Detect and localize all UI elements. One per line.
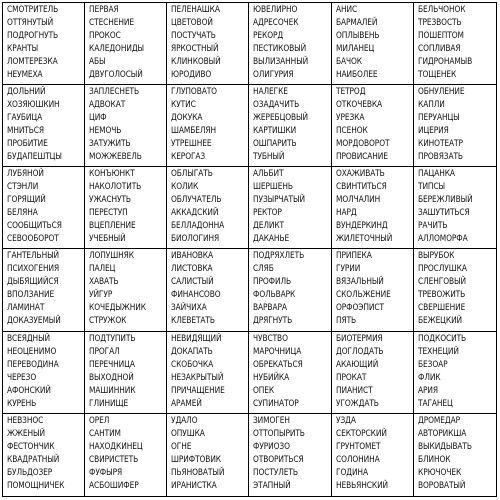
word: ЧУВСТВО — [253, 333, 289, 344]
word: ФУРИОЗО — [253, 441, 291, 452]
word: ТИПСЫ — [417, 182, 445, 193]
grid-cell — [332, 85, 414, 167]
word: РЕКОРД — [253, 31, 284, 41]
word: БЕРЕЖЛИВЫЙ — [417, 195, 473, 206]
word: ФУФЫРЯ — [89, 467, 123, 478]
word: ЗАШУТИТЬСЯ — [417, 208, 470, 219]
grid-cell — [332, 414, 414, 496]
word: ФИНАНСОВО — [171, 290, 221, 301]
word: ВЫРУБОК — [417, 251, 455, 262]
word: АКАЮЩИЙ — [335, 359, 378, 370]
word: ВЫХОДНОЙ — [89, 372, 134, 383]
word: АБЫ — [89, 57, 106, 67]
grid-cell — [249, 85, 331, 167]
word: КУРЕНЬ — [7, 398, 37, 409]
word: БИОТЕРМИЯ — [335, 333, 383, 344]
word: ШАМБЕЛЯН — [171, 126, 217, 137]
word: КАПЛИ — [417, 100, 445, 111]
grid-cell — [167, 3, 249, 85]
word: ТАГАНЕЦ — [417, 398, 453, 409]
word: НЕВИДЯЩИЙ — [171, 333, 222, 344]
word: ЛАМИНАТ — [7, 303, 45, 314]
word: ПЕСТИКОВЫЙ — [253, 44, 307, 54]
word: СВИРИСТЕТЬ — [89, 454, 139, 465]
word: СМОТРИТЕЛЬ — [7, 5, 59, 15]
word: АСБОШИФЕР — [89, 480, 139, 491]
grid-cell — [249, 249, 331, 331]
word: ВПОЛЗАНИЕ — [7, 290, 55, 301]
word: ПИАНИСТ — [335, 385, 373, 396]
grid-cell — [414, 414, 496, 496]
word: ПСЕНОК — [335, 126, 368, 137]
word: СВИНТИТЬСЯ — [335, 182, 387, 193]
word: СЕВООБОРОТ — [7, 234, 59, 245]
word: НЕВЗНОС — [7, 415, 44, 426]
word: ЗАПЛЕСНЕТЬ — [89, 87, 140, 98]
grid-cell — [167, 414, 249, 496]
word: ПРОБИТИЕ — [7, 139, 48, 150]
word: КЛИНКОВЫЙ — [171, 57, 221, 67]
word: ШРИФТОВИК — [171, 454, 222, 465]
word: ДАКАНЬЕ — [253, 234, 290, 245]
word: НАХОДКИНЕЦ — [89, 441, 143, 452]
word: УГОЖДАТЬ — [335, 398, 379, 409]
word: ЗАЙЧИХА — [171, 303, 208, 314]
word: ПЕРЕВОДИНА — [7, 359, 59, 370]
word: ДОКАПАТЬ — [171, 346, 214, 357]
word: ТРЕЗВОСТЬ — [417, 18, 462, 28]
word: ОРЕЛ — [89, 415, 110, 426]
word: ОБНУЛЕНИЕ — [417, 87, 465, 98]
word: УЖАСНУТЬ — [89, 195, 132, 206]
word: БАРМАЛЕЙ — [335, 18, 378, 28]
word: ЖЕРЕБЦОВЫЙ — [253, 113, 309, 124]
word: ПОДКОСИТЬ — [417, 333, 466, 344]
word: БЕЗОАР — [417, 359, 448, 370]
word: ПОШЕПТОМ — [417, 31, 464, 41]
word: ПАЦАНКА — [417, 169, 455, 180]
word: ЖЖЕНЫЙ — [7, 428, 45, 439]
word: БУДАПЕШТЦЫ — [7, 152, 62, 163]
word: МОЛЧАЛИН — [335, 195, 380, 206]
grid-cell — [332, 332, 414, 414]
word: ЗИМОГЕН — [253, 415, 291, 426]
word: ВЦЕПЛЕНИЕ — [89, 221, 136, 232]
grid-cell — [249, 3, 331, 85]
word: МАШИННИК — [89, 385, 136, 396]
word: ИЦЕРИЯ — [417, 126, 449, 137]
word: АРАМЕЙ — [171, 398, 203, 409]
word: СКОЛЬЖЕНИЕ — [335, 290, 391, 301]
word: ПСИХОГЕНИЯ — [7, 264, 60, 275]
word: ОГНЕ — [171, 441, 192, 452]
word: ОЗАДАЧИТЬ — [253, 100, 300, 111]
word: ПРОВЯЗАТЬ — [417, 152, 463, 163]
word: НЕОЦЕНИМО — [7, 346, 57, 357]
word: БЕЛЬЧОНОК — [417, 5, 466, 15]
word: ГОРЯЩИЙ — [7, 195, 46, 206]
word: МОЖЖЕВЕЛЬ — [89, 152, 142, 163]
word: ИРАНИСТКА — [171, 480, 217, 491]
word: БЕЛЛАДОННА — [171, 221, 225, 232]
word: КРАНТЫ — [7, 44, 39, 54]
word: МНИТЬСЯ — [7, 126, 45, 137]
word: САЛИСТЫЙ — [171, 277, 214, 288]
word: КУТИС — [171, 100, 197, 111]
word: КОНЪЮНКТ — [89, 169, 135, 180]
grid-cell — [85, 332, 167, 414]
word: УЗДА — [335, 415, 356, 426]
word: БЕЖЕЦКИЙ — [417, 316, 462, 327]
grid-cell — [3, 332, 85, 414]
word: ЛИСТОВКА — [171, 264, 213, 275]
word: ПРОКАТ — [335, 372, 367, 383]
word: НАКОЛОТИТЬ — [89, 182, 142, 193]
word: НЕУМЕХА — [7, 70, 43, 80]
word: КРЮЧОЧЕК — [417, 467, 461, 478]
word: КЕРОГАЗ — [171, 152, 206, 163]
grid-cell — [414, 3, 496, 85]
word: ДОЛЬНИЙ — [7, 87, 46, 98]
word: ПОСТУЛЕТЬ — [253, 467, 299, 478]
grid-cell — [332, 3, 414, 85]
grid-cell — [249, 167, 331, 249]
word: УТРЕШНЕЕ — [171, 139, 212, 150]
word: ЛОПУШНЯК — [89, 251, 135, 262]
word: ГУРИИ — [335, 264, 360, 275]
word: СТЕСНЕНИЕ — [89, 18, 135, 28]
grid-cell — [167, 249, 249, 331]
word: МАРОЧНИЦА — [253, 346, 302, 357]
word: АККАДСКИЙ — [171, 208, 219, 219]
word: ВЫКИДЫВАТЬ — [417, 441, 472, 452]
word: РЕКТОР — [253, 208, 283, 219]
word: УЧЕБНЫЙ — [89, 234, 126, 245]
word: ВОРОВАТЫЙ — [417, 480, 466, 491]
word: ОШПАРИТЬ — [253, 139, 298, 150]
grid-cell — [249, 332, 331, 414]
grid-cell — [85, 85, 167, 167]
word: ПОДРОГНУТЬ — [7, 31, 59, 41]
word: ОПУШКА — [171, 428, 206, 439]
word: НЕВЬЯНСКИЙ — [335, 480, 388, 491]
grid-cell — [167, 332, 249, 414]
word: ТУБНЫЙ — [253, 152, 285, 163]
grid-cell — [85, 249, 167, 331]
word: ОРФОЭПИСТ — [335, 303, 384, 314]
word: УЙГУР — [89, 290, 113, 301]
word: ГАУБИЦА — [7, 113, 43, 124]
word: ИВАНОВКА — [171, 251, 214, 262]
word: РАЧИТЬ — [417, 221, 448, 232]
word: МИЛАНЕЦ — [335, 44, 374, 54]
word: ДОГЛОДАТЬ — [335, 346, 384, 357]
word: ПЕЛЕНАШКА — [171, 5, 221, 15]
word: ОТКОЧЕВКА — [335, 100, 382, 111]
word: ДОКАЗУЕМЫЙ — [7, 316, 61, 327]
word: НАИБОЛЕЕ — [335, 70, 378, 80]
word: НАРД — [335, 208, 357, 219]
word: ПРОСЛУШКА — [417, 264, 467, 275]
grid-cell — [3, 249, 85, 331]
word: ОПЕК — [253, 385, 275, 396]
grid-cell — [332, 249, 414, 331]
word: НЕЗАКРЫТЫЙ — [171, 372, 224, 383]
grid-cell — [167, 85, 249, 167]
word: КАРТИШКИ — [253, 126, 297, 137]
word: ПОДТУПИТЬ — [89, 333, 136, 344]
word: УРЕЗКА — [335, 113, 365, 124]
word: ДРЯГНУТЬ — [253, 316, 293, 327]
grid-cell — [85, 167, 167, 249]
word: КЛЕВЕТАТЬ — [171, 316, 216, 327]
word: СОЛОНИНА — [335, 454, 380, 465]
word: АЛЬБИТ — [253, 169, 284, 180]
word: БИОЛОГИНЯ — [171, 234, 220, 245]
word: АДРЕСОЧЕК — [253, 18, 299, 28]
word: ТОЩЕНЕК — [417, 70, 457, 80]
word: СЛЯБ — [253, 264, 275, 275]
word: ВСЕЯДНЫЙ — [7, 333, 51, 344]
grid-cell — [414, 85, 496, 167]
word: ПЕРУАНЦЫ — [417, 113, 460, 124]
word: ГАНТЕЛЬНЫЙ — [7, 251, 60, 262]
word: БУЛЬДОЗЕР — [7, 467, 53, 478]
word: ПРОГАЛ — [89, 346, 120, 357]
word: КАЛЕДОНИДЫ — [89, 44, 145, 54]
word: ОБЛЫГАТЬ — [171, 169, 214, 180]
word: ПЬЯНОВАТЫЙ — [171, 467, 225, 478]
word: ГИДРОНАМЫВ — [417, 57, 473, 67]
word: АЛЛОМОРФА — [417, 234, 468, 245]
word: ОЛИГУРИЯ — [253, 70, 295, 80]
word: ДЕЛИКТ — [253, 221, 285, 232]
word: ЮВЕЛИРНО — [253, 5, 298, 15]
word: ВАРВАРА — [253, 303, 288, 314]
word: ДРОМЕДАР — [417, 415, 460, 426]
word: ЭТАПНЫЙ — [253, 480, 292, 491]
grid-cell — [85, 414, 167, 496]
grid-cell — [85, 3, 167, 85]
word: ВЫЛИЗАННЫЙ — [253, 57, 309, 67]
word: ГЛИНИЩЕ — [89, 398, 129, 409]
word: ОТВОРИТЬСЯ — [253, 454, 305, 465]
word: ПЕРЕЧНИЦА — [89, 359, 135, 370]
word: ПОДРЯХЛЕТЬ — [253, 251, 305, 262]
grid-cell — [3, 167, 85, 249]
word: ЯРКОСТНЫЙ — [171, 44, 219, 54]
grid-cell — [414, 249, 496, 331]
word: ОТТОПЫРИТЬ — [253, 428, 306, 439]
word: ПРИПЕКА — [335, 251, 372, 262]
word: ГОДИНА — [335, 467, 368, 478]
word: МОРДОВОРОТ — [335, 139, 390, 150]
word: ТЕХНЕЦИЙ — [417, 346, 459, 357]
word: СВЕРШЕНИЕ — [417, 303, 466, 314]
word: КОЛИК — [171, 182, 199, 193]
word: ДОКУКА — [171, 113, 203, 124]
word: ВЯЗАЛЬНЫЙ — [335, 277, 384, 288]
word: ПОСТУЧАТЬ — [171, 31, 217, 41]
word: СОПЛИВАЯ — [417, 44, 461, 54]
word: ФОЛЬВАРК — [253, 290, 296, 301]
word: СУПИНАТОР — [253, 398, 300, 409]
grid-cell — [3, 3, 85, 85]
word: СТЭНЛИ — [7, 182, 39, 193]
word: НУБИЙКА — [253, 372, 290, 383]
word: ЖИЛЕТОЧНЫЙ — [335, 234, 392, 245]
grid-cell — [249, 414, 331, 496]
word: БЛИНОК — [417, 454, 451, 465]
word: ВУНДЕРКИНД — [335, 221, 388, 232]
word: СТРУЖОК — [89, 316, 127, 327]
word: ПУЗЫРЧАТЫЙ — [253, 195, 306, 206]
word: СООБЩИТЬСЯ — [7, 221, 62, 232]
grid-cell — [3, 85, 85, 167]
word: ЦВЕТОВОЙ — [171, 18, 214, 28]
word: ТЕТРОД — [335, 87, 366, 98]
word: САНТИМ — [89, 428, 122, 439]
grid-cell — [167, 167, 249, 249]
word-grid — [2, 2, 497, 497]
word: ХАВАТЬ — [89, 277, 119, 288]
word: ФЕСТОНЧИК — [7, 441, 55, 452]
word: ЧЕРЕЗО — [7, 372, 37, 383]
word: ТРЕВОЖИТЬ — [417, 290, 465, 301]
word: ОПЛЫВЕНЬ — [335, 31, 380, 41]
word: ХОЗЯЮШКИН — [7, 100, 60, 111]
word: КИНОТЕАТР — [417, 139, 463, 150]
word: ШЕРШЕНЬ — [253, 182, 294, 193]
word: СКОБОЧКА — [171, 359, 214, 370]
word: УДАЛО — [171, 415, 198, 426]
word: ЮРОДИВО — [171, 70, 212, 80]
word: ПАЛЕЦ — [89, 264, 116, 275]
word: ДЫБЯЩИЙСЯ — [7, 277, 59, 288]
word: НАЛЕГКЕ — [253, 87, 289, 98]
word: ЛОМТЕРЕЗКА — [7, 57, 58, 67]
word: ОТТЯНУТЫЙ — [7, 18, 54, 28]
word: ПРИЧАЩЕНИЕ — [171, 385, 226, 396]
word: КВАДРАТНЫЙ — [7, 454, 60, 465]
word: СЕКТОРСКИЙ — [335, 428, 387, 439]
word: ГЛУПОВАТО — [171, 87, 218, 98]
word: ОБРЕКАТЬСЯ — [253, 359, 304, 370]
word: ПЯТЬ — [335, 316, 356, 327]
word: ПРОВИСАНИЕ — [335, 152, 388, 163]
word: ДВУГОЛОСЫЙ — [89, 70, 143, 80]
word: ПЕРВАЯ — [89, 5, 119, 15]
word: АВТОРИКША — [417, 428, 467, 439]
word: БЕЛЯНА — [7, 208, 38, 219]
word: ПЕРЕСТУП — [89, 208, 128, 219]
grid-cell — [414, 167, 496, 249]
grid-cell — [414, 332, 496, 414]
word: КОЧЕДЫЖНИК — [89, 303, 147, 314]
word: ОБЛУЧАТЕЛЬ — [171, 195, 222, 206]
word: ПОМОЩНИЧЕК — [7, 480, 65, 491]
word: ЗАТУЖИТЬ — [89, 139, 131, 150]
word: СЛЕНГОВЫЙ — [417, 277, 466, 288]
word: БАЧОК — [335, 57, 362, 67]
word: ЛУБЯНОЙ — [7, 169, 44, 180]
word: ПРОФИЛЬ — [253, 277, 292, 288]
word: АРИЯ — [417, 385, 438, 396]
grid-cell — [3, 414, 85, 496]
word: ЦИФ — [89, 113, 107, 124]
word: ФЛИК — [417, 372, 441, 383]
word: ГРУНТОМЕТ — [335, 441, 381, 452]
word: НЕМОЧЬ — [89, 126, 122, 137]
word: АНИС — [335, 5, 357, 15]
word: ПРОКОС — [89, 31, 121, 41]
word: АФОНСКИЙ — [7, 385, 51, 396]
word: АДВОКАТ — [89, 100, 126, 111]
word: ОХАЖИВАТЬ — [335, 169, 385, 180]
grid-cell — [332, 167, 414, 249]
